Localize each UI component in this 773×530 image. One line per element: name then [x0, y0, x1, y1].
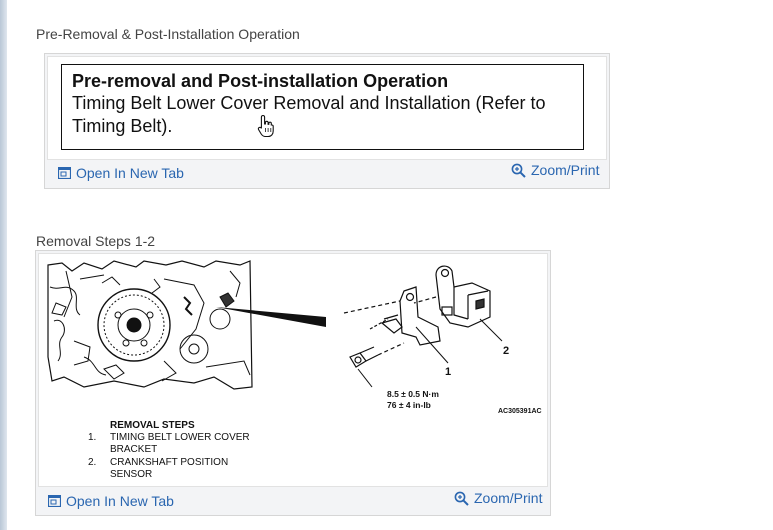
step-2-line-1: CRANKSHAFT POSITION [110, 457, 229, 468]
step-1-line-2: BRACKET [110, 444, 158, 455]
zoom-icon [511, 163, 526, 178]
pre-removal-text-box [61, 64, 584, 150]
torque-nm: 8.5 ± 0.5 N·m [387, 389, 439, 399]
callout-1: 1 [445, 366, 452, 378]
window-edge [0, 0, 7, 530]
zoom-print-label[interactable]: Zoom/Print [531, 162, 600, 178]
pre-removal-heading: Pre-removal and Post-installation Operation [72, 71, 449, 91]
step-1-line-1: TIMING BELT LOWER COVER [110, 432, 250, 443]
removal-steps-card [35, 250, 551, 516]
section-title-removal-steps: Removal Steps 1-2 [36, 233, 156, 249]
torque-leader [358, 369, 372, 387]
hand-pointer-icon [257, 114, 275, 143]
pre-removal-card [44, 53, 610, 189]
open-in-new-tab-link-2[interactable] [48, 493, 174, 509]
diagram-code: AC305391AC [498, 408, 542, 415]
zoom-print-label[interactable]: Zoom/Print [474, 490, 543, 506]
removal-steps-diagram[interactable] [44, 257, 544, 483]
open-in-new-tab-label[interactable]: Open In New Tab [76, 165, 184, 181]
zoom-print-link-1[interactable] [511, 162, 599, 178]
callout-2-leader [480, 319, 502, 341]
open-in-new-tab-label[interactable]: Open In New Tab [66, 493, 174, 509]
pre-removal-line-2[interactable]: Timing Belt). [72, 116, 173, 136]
bolt-part [350, 343, 404, 367]
open-in-new-tab-link-1[interactable] [58, 165, 184, 181]
bracket-part [344, 287, 440, 345]
open-in-new-tab-icon [48, 495, 61, 507]
sensor-part [414, 266, 490, 327]
section-title-pre-removal: Pre-Removal & Post-Installation Operation [36, 26, 300, 42]
callout-2: 2 [503, 345, 510, 357]
pre-removal-line-1: Timing Belt Lower Cover Removal and Installation (Refer to [72, 93, 546, 113]
step-2-number: 2. [88, 457, 97, 468]
torque-inlb: 76 ± 4 in-lb [387, 400, 431, 410]
zoom-print-link-2[interactable] [454, 490, 542, 506]
engine-illustration [48, 261, 252, 389]
step-2-line-2: SENSOR [110, 469, 153, 480]
step-1-number: 1. [88, 432, 97, 443]
callout-wedge [216, 307, 326, 327]
zoom-icon [454, 491, 469, 506]
open-in-new-tab-icon [58, 167, 71, 179]
steps-heading: REMOVAL STEPS [110, 420, 195, 431]
